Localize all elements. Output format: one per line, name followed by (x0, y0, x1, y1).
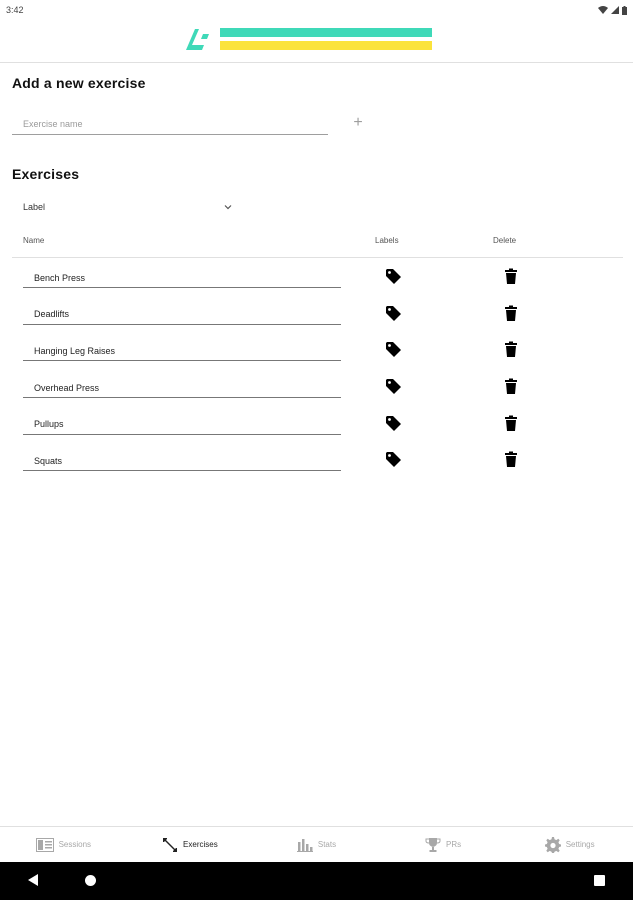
tag-icon[interactable] (385, 378, 402, 395)
home-button[interactable] (85, 875, 96, 886)
nav-item-sessions[interactable] (0, 827, 127, 862)
exercise-name-input[interactable] (23, 413, 341, 434)
nav-item-stats[interactable] (253, 827, 380, 862)
exercise-list (0, 258, 633, 478)
exercise-name-field (23, 376, 341, 398)
exercise-name-input[interactable] (23, 376, 341, 397)
nav-item-label: Sessions (58, 840, 92, 849)
nav-item-label: PRs (446, 840, 462, 849)
exercise-name-input[interactable] (23, 303, 341, 324)
exercise-table-header (12, 232, 623, 258)
exercise-name-field (23, 413, 341, 435)
table-row (0, 295, 633, 332)
exercise-name-input[interactable] (12, 113, 328, 134)
exercises-icon (162, 837, 178, 853)
nav-item-label: Settings (565, 840, 595, 849)
add-exercise-button[interactable]: + (353, 114, 363, 131)
nav-item-settings[interactable] (506, 827, 633, 862)
system-nav-bar (0, 862, 633, 900)
trophy-icon (425, 837, 441, 853)
column-header-labels: Labels (375, 236, 399, 245)
recents-button[interactable] (594, 875, 605, 886)
exercise-name-input[interactable] (23, 449, 341, 470)
table-row (0, 368, 633, 405)
nav-item-label: Stats (317, 840, 337, 849)
bottom-nav (0, 826, 633, 862)
cell-signal-icon (611, 6, 619, 14)
trash-icon[interactable] (504, 305, 518, 321)
exercise-name-field (23, 303, 341, 325)
label-filter-select[interactable] (23, 198, 233, 216)
trash-icon[interactable] (504, 378, 518, 394)
tag-icon[interactable] (385, 415, 402, 432)
trash-icon[interactable] (504, 341, 518, 357)
stats-icon (297, 838, 313, 852)
status-bar (0, 0, 633, 20)
table-row (0, 258, 633, 295)
tag-icon[interactable] (385, 341, 402, 358)
nav-item-label: Exercises (183, 840, 218, 849)
battery-icon (622, 6, 627, 15)
app-logo-icon (182, 26, 212, 52)
nav-item-exercises[interactable] (127, 827, 254, 862)
column-header-name: Name (23, 236, 45, 245)
status-icons (598, 6, 627, 15)
exercise-name-input[interactable] (23, 339, 341, 360)
table-row (0, 331, 633, 368)
tag-icon[interactable] (385, 451, 402, 468)
column-header-delete: Delete (493, 236, 517, 245)
nav-item-prs[interactable] (380, 827, 507, 862)
gear-icon (545, 837, 561, 853)
chevron-down-icon (223, 202, 233, 212)
logo-bar-teal (220, 28, 432, 37)
app-header (0, 20, 633, 63)
exercise-name-field (23, 339, 341, 361)
trash-icon[interactable] (504, 415, 518, 431)
logo-bar-yellow (220, 41, 432, 50)
back-icon[interactable] (28, 874, 39, 886)
trash-icon[interactable] (504, 268, 518, 284)
tag-icon[interactable] (385, 305, 402, 322)
exercises-title: Exercises (12, 166, 80, 182)
exercise-name-field (23, 266, 341, 288)
table-row (0, 441, 633, 478)
exercise-name-field (23, 449, 341, 471)
status-time: 3:42 (6, 5, 24, 15)
sessions-icon (36, 838, 54, 852)
exercise-name-field (12, 113, 328, 135)
wifi-icon (598, 6, 608, 14)
tag-icon[interactable] (385, 268, 402, 285)
trash-icon[interactable] (504, 451, 518, 467)
label-filter-value: Label (23, 202, 46, 212)
add-exercise-title: Add a new exercise (12, 75, 146, 91)
table-row (0, 405, 633, 442)
exercise-name-input[interactable] (23, 266, 341, 287)
